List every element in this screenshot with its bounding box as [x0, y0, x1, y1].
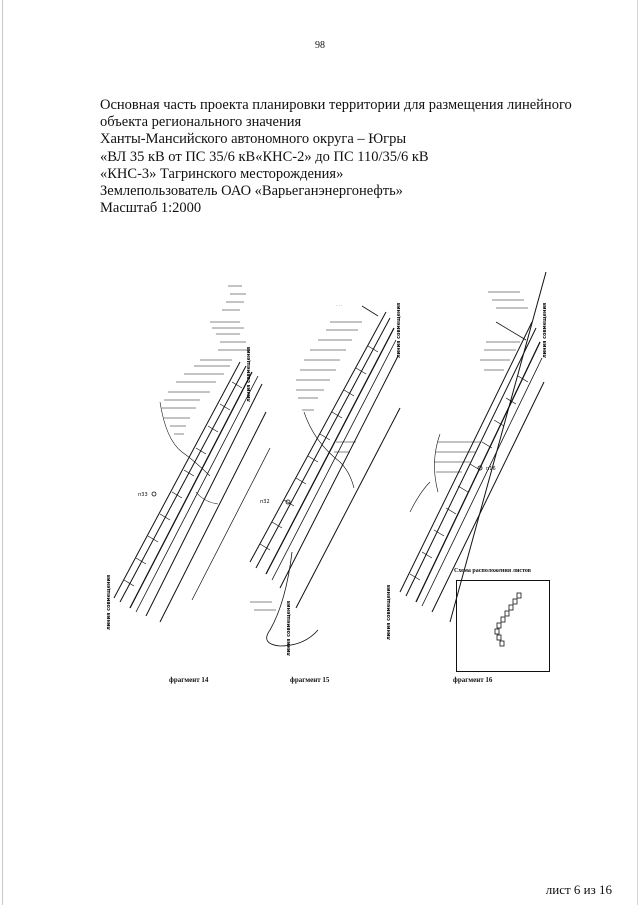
sheet-layout-title: Схема расположения листов	[454, 568, 532, 574]
boundary-label: линия совмещения	[246, 346, 252, 402]
document-heading	[100, 97, 600, 217]
heading-line: Основная часть проекта планировки территории для размещения линейного	[100, 97, 572, 113]
scan-edge-left	[2, 0, 3, 905]
point-label-16: п16	[486, 466, 496, 472]
page-number: 98	[315, 40, 325, 51]
fragment-14-caption: фрагмент 14	[169, 676, 209, 684]
heading-line: Масштаб 1:2000	[100, 200, 202, 217]
fragment-15-caption: фрагмент 15	[290, 676, 330, 684]
boundary-label: линия совмещения	[396, 302, 402, 358]
heading-line: «ВЛ 35 кВ от ПС 35/6 кВ«КНС-2» до ПС 110/35/6 кВ	[100, 148, 429, 165]
boundary-label: линия совмещения	[286, 600, 292, 656]
sheet-layout-sketch	[457, 581, 549, 671]
fragment-14-sketch	[114, 286, 270, 622]
svg-text:. . .: . . .	[336, 302, 343, 307]
point-label-14: п33	[138, 492, 148, 498]
fragment-15-sketch	[250, 302, 400, 646]
heading-line: «КНС-3» Тагринского месторождения»	[100, 165, 344, 182]
boundary-label: линия совмещения	[542, 302, 548, 358]
heading-line: Землепользователь ОАО «Варьеганэнергонефть»	[100, 183, 403, 200]
heading-line: Ханты-Мансийского автономного округа – Югры	[100, 131, 407, 148]
scan-edge-right	[637, 0, 638, 905]
heading-line: объекта регионального значения	[100, 114, 302, 131]
boundary-label: линия совмещения	[386, 584, 392, 640]
sheet-layout-scheme	[456, 580, 550, 672]
boundary-label: линия совмещения	[106, 574, 112, 630]
sheet-counter: лист 6 из 16	[545, 882, 612, 897]
fragment-16-caption: фрагмент 16	[453, 676, 493, 684]
point-label-15: п32	[260, 499, 270, 505]
